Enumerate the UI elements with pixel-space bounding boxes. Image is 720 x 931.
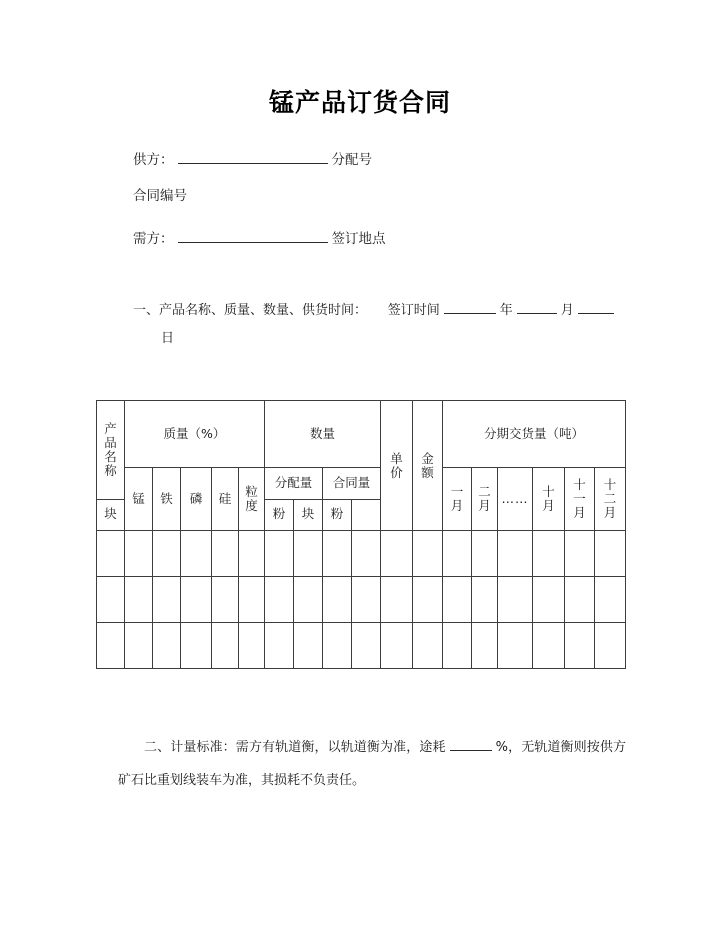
- th-allocated-lump: 块: [97, 499, 125, 531]
- cell-month-01[interactable]: [443, 623, 472, 669]
- cell-granularity[interactable]: [239, 577, 265, 623]
- cell-amount[interactable]: [413, 623, 443, 669]
- cell-product-name[interactable]: [97, 531, 125, 577]
- clause-two-part2: ，无轨道衡则按供方矿石比重划线装车为准，其损耗不负责任。: [118, 740, 626, 788]
- allocation-no-label: 分配号: [331, 151, 372, 168]
- th-amount: [413, 401, 443, 531]
- th-month-02-vtext: [472, 485, 497, 513]
- clause-two-paragraph: [118, 732, 626, 797]
- th-product-name-c3: 名: [104, 448, 117, 464]
- contract-no-label: 合同编号: [133, 188, 187, 204]
- th-granularity-c1: 粒: [245, 484, 258, 499]
- th-delivery-group: 分期交货量（吨）: [443, 401, 626, 468]
- th-quality-group: 质量（%）: [125, 401, 265, 468]
- th-month-02-c2: 月: [478, 498, 491, 513]
- th-product-name: [97, 401, 125, 500]
- supplier-input[interactable]: [178, 150, 328, 164]
- cell-month-ellipsis[interactable]: [498, 577, 533, 623]
- th-unit-price-vtext: [381, 452, 412, 480]
- supplier-label: 供方：: [133, 151, 174, 168]
- cell-month-ellipsis[interactable]: [498, 623, 533, 669]
- day-unit: 日: [161, 330, 175, 346]
- th-month-02: [472, 468, 498, 531]
- cell-allocated-powder[interactable]: [294, 623, 323, 669]
- clause-one: [133, 297, 633, 353]
- th-month-12-c1: 十: [603, 477, 617, 492]
- contract-no-field-line: [133, 190, 187, 204]
- th-quality-p: 磷: [181, 468, 212, 531]
- th-month-12: [595, 468, 626, 531]
- clause-one-text: 一、产品名称、质量、数量、供货时间：: [133, 303, 368, 318]
- th-quality-fe: 铁: [153, 468, 181, 531]
- cell-month-02[interactable]: [472, 531, 498, 577]
- th-amount-c1: 金: [421, 450, 434, 466]
- cell-product-name[interactable]: [97, 577, 125, 623]
- cell-month-11[interactable]: [565, 623, 595, 669]
- cell-month-ellipsis[interactable]: [498, 531, 533, 577]
- cell-month-01[interactable]: [443, 531, 472, 577]
- buyer-label: 需方：: [133, 230, 174, 247]
- th-month-01: [443, 468, 472, 531]
- cell-granularity[interactable]: [239, 531, 265, 577]
- th-month-ellipsis: [498, 468, 533, 531]
- month-unit: 月: [560, 303, 574, 318]
- th-month-01-c2: 月: [450, 498, 464, 513]
- cell-allocated-powder[interactable]: [294, 531, 323, 577]
- cell-unit-price[interactable]: [381, 623, 413, 669]
- clause-two-part1: 二、计量标准：需方有轨道衡，以轨道衡为准，途耗: [144, 740, 446, 755]
- th-unit-price-c1: 单: [390, 450, 403, 466]
- signing-time-label: 签订时间: [387, 303, 440, 318]
- th-granularity-c2: 度: [245, 498, 258, 513]
- cell-fe[interactable]: [153, 623, 181, 669]
- table-row: [97, 577, 626, 623]
- th-unit-price-c2: 价: [390, 464, 403, 480]
- cell-contract-lump[interactable]: [323, 577, 352, 623]
- th-month-01-c1: 一: [450, 484, 464, 499]
- cell-month-10[interactable]: [533, 623, 565, 669]
- cell-contract-powder[interactable]: [352, 623, 381, 669]
- clause-one-second-line: [133, 325, 633, 353]
- cell-unit-price[interactable]: [381, 577, 413, 623]
- cell-fe[interactable]: [153, 531, 181, 577]
- th-month-11-c2: 一: [573, 491, 586, 506]
- supplier-field-line: [133, 150, 372, 167]
- cell-si[interactable]: [212, 577, 239, 623]
- th-month-10-c2: 月: [542, 498, 555, 513]
- table-header-row-groups: [97, 401, 626, 468]
- th-month-10-vtext: [533, 485, 564, 513]
- cell-si[interactable]: [212, 623, 239, 669]
- cell-month-10[interactable]: [533, 531, 565, 577]
- buyer-input[interactable]: [178, 229, 328, 243]
- th-quality-granularity: [239, 468, 265, 531]
- th-month-11-c3: 月: [573, 505, 586, 520]
- clause-one-first-line: [133, 297, 633, 325]
- cell-month-12[interactable]: [595, 531, 626, 577]
- cell-mn[interactable]: [125, 577, 153, 623]
- th-product-name-c1: 产: [104, 420, 117, 436]
- th-product-name-c2: 品: [104, 434, 117, 450]
- signing-place-label: 签订地点: [331, 230, 386, 247]
- cell-allocated-lump[interactable]: [265, 531, 294, 577]
- th-quality-mn: 锰: [125, 468, 153, 531]
- buyer-field-line: [133, 229, 386, 246]
- clause-two: [118, 732, 626, 797]
- cell-amount[interactable]: [413, 577, 443, 623]
- cell-mn[interactable]: [125, 623, 153, 669]
- cell-month-01[interactable]: [443, 577, 472, 623]
- cell-p[interactable]: [181, 577, 212, 623]
- th-month-ellipsis-text: ……: [501, 490, 529, 506]
- th-amount-c2: 额: [421, 464, 434, 480]
- th-month-12-c2: 二: [603, 491, 617, 506]
- signing-month-input[interactable]: [517, 301, 557, 314]
- cell-month-02[interactable]: [472, 577, 498, 623]
- th-month-10: [533, 468, 565, 531]
- cell-contract-powder[interactable]: [352, 531, 381, 577]
- cell-contract-powder[interactable]: [352, 577, 381, 623]
- cell-allocated-powder[interactable]: [294, 577, 323, 623]
- table-row: [97, 623, 626, 669]
- cell-fe[interactable]: [153, 577, 181, 623]
- signing-year-input[interactable]: [444, 301, 496, 314]
- cell-month-11[interactable]: [565, 531, 595, 577]
- th-contract-powder: 粉: [323, 499, 352, 531]
- th-month-01-vtext: [443, 485, 471, 513]
- cell-contract-lump[interactable]: [323, 623, 352, 669]
- th-month-11: [565, 468, 595, 531]
- cell-p[interactable]: [181, 623, 212, 669]
- cell-product-name[interactable]: [97, 623, 125, 669]
- cell-amount[interactable]: [413, 531, 443, 577]
- th-allocated-powder: 粉: [265, 499, 294, 531]
- th-amount-vtext: [413, 452, 442, 480]
- th-contract-lump: 块: [294, 499, 323, 531]
- year-unit: 年: [499, 303, 513, 318]
- clause-two-pct-unit: %: [495, 740, 508, 755]
- cell-allocated-lump[interactable]: [265, 623, 294, 669]
- th-quantity-group: 数量: [265, 401, 381, 468]
- th-contract-qty: 合同量: [323, 468, 381, 500]
- cell-si[interactable]: [212, 531, 239, 577]
- signing-day-input[interactable]: [578, 301, 614, 314]
- page-title: 锰产品订货合同: [268, 88, 451, 117]
- th-month-10-c1: 十: [542, 484, 555, 499]
- th-quality-si: 硅: [212, 468, 239, 531]
- table-header-row-sub: [97, 468, 626, 500]
- table-row: [97, 531, 626, 577]
- th-month-12-vtext: [595, 478, 625, 520]
- cell-month-11[interactable]: [565, 577, 595, 623]
- product-spec-table-wrap: [96, 400, 625, 669]
- transit-loss-input[interactable]: [450, 738, 492, 751]
- cell-allocated-lump[interactable]: [265, 577, 294, 623]
- cell-p[interactable]: [181, 531, 212, 577]
- cell-month-12[interactable]: [595, 577, 626, 623]
- cell-unit-price[interactable]: [381, 531, 413, 577]
- th-product-name-c4: 称: [104, 462, 117, 478]
- cell-mn[interactable]: [125, 531, 153, 577]
- cell-month-02[interactable]: [472, 623, 498, 669]
- th-product-name-vtext: [97, 422, 124, 478]
- cell-month-12[interactable]: [595, 623, 626, 669]
- product-spec-table: [96, 400, 626, 669]
- th-month-02-c1: 二: [478, 484, 491, 499]
- th-allocated-qty: 分配量: [265, 468, 323, 500]
- cell-month-10[interactable]: [533, 577, 565, 623]
- th-unit-price: [381, 401, 413, 531]
- cell-contract-lump[interactable]: [323, 531, 352, 577]
- th-month-11-c1: 十: [573, 477, 586, 492]
- th-month-12-c3: 月: [603, 505, 617, 520]
- th-month-11-vtext: [565, 478, 594, 520]
- th-granularity-vtext: [239, 485, 264, 513]
- cell-granularity[interactable]: [239, 623, 265, 669]
